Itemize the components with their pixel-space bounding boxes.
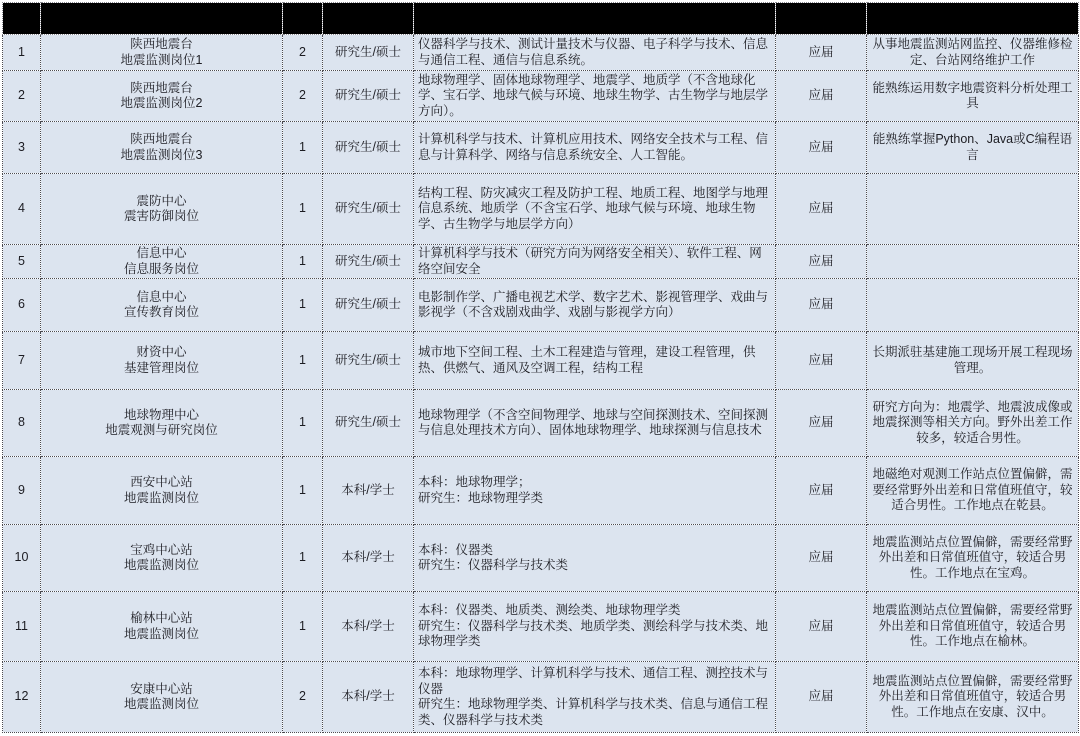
table-row [3, 122, 1079, 174]
unit-name: 陕西地震台 [130, 80, 193, 95]
table-row [3, 390, 1079, 457]
degree-cell: 研究生/硕士 [323, 390, 414, 457]
table-row [3, 525, 1079, 592]
unit-name: 信息中心 [136, 246, 187, 260]
position-cell [41, 457, 283, 525]
degree-cell: 研究生/硕士 [323, 279, 414, 332]
row-number-cell: 6 [3, 279, 41, 332]
unit-name: 宝鸡中心站 [130, 542, 193, 557]
position-cell [41, 279, 283, 332]
majors-cell: 本科：地球物理学、计算机科学与技术、通信工程、测控技术与仪器 研究生：地球物理学类、计算机科学与技术类、信息与通信工程类、仪器科学与技术类 [414, 662, 776, 733]
unit-name: 西安中心站 [130, 475, 193, 489]
row-number-cell: 4 [3, 174, 41, 245]
post-name: 宣传教育岗位 [123, 305, 199, 319]
post-name: 地震观测与研究岗位 [105, 423, 218, 437]
candidate-type-cell: 应届 [776, 279, 867, 332]
remark-cell [867, 174, 1079, 245]
header-cell-redacted-majors [414, 3, 776, 35]
row-number-cell: 10 [3, 525, 41, 592]
row-number-cell: 12 [3, 662, 41, 733]
candidate-type-cell: 应届 [776, 592, 867, 662]
majors-cell: 地球物理学、固体地球物理学、地震学、地质学（不含地球化学、宝石学、地球气候与环境、地球生物学、古生物学与地层学方向）。 [414, 71, 776, 122]
headcount-cell: 1 [283, 332, 323, 390]
remark-cell [867, 279, 1079, 332]
degree-cell: 研究生/硕士 [323, 332, 414, 390]
row-number-cell: 11 [3, 592, 41, 662]
unit-name: 信息中心 [136, 289, 187, 304]
degree-cell: 研究生/硕士 [323, 245, 414, 279]
candidate-type-cell: 应届 [776, 245, 867, 279]
headcount-cell: 1 [283, 525, 323, 592]
majors-cell: 地球物理学（不含空间物理学、地球与空间探测技术、空间探测与信息处理技术方向）、固体地球物理学、地球探测与信息技术 [414, 390, 776, 457]
table-row [3, 592, 1079, 662]
row-number-cell: 5 [3, 245, 41, 279]
degree-cell: 本科/学士 [323, 525, 414, 592]
table-row [3, 332, 1079, 390]
unit-name: 陕西地震台 [130, 37, 193, 51]
row-number-cell: 7 [3, 332, 41, 390]
position-cell [41, 525, 283, 592]
table-row [3, 174, 1079, 245]
post-name: 地震监测岗位2 [120, 96, 203, 110]
degree-cell: 研究生/硕士 [323, 174, 414, 245]
unit-name: 陕西地震台 [130, 132, 193, 146]
candidate-type-cell: 应届 [776, 525, 867, 592]
candidate-type-cell: 应届 [776, 122, 867, 174]
post-name: 信息服务岗位 [123, 261, 199, 276]
unit-name: 震防中心 [136, 193, 187, 208]
headcount-cell: 1 [283, 122, 323, 174]
headcount-cell: 2 [283, 71, 323, 122]
candidate-type-cell: 应届 [776, 35, 867, 71]
headcount-cell: 2 [283, 35, 323, 71]
remark-cell: 地震监测站点位置偏僻，需要经常野外出差和日常值班值守，较适合男性。工作地点在宝鸡。 [867, 525, 1079, 592]
table-header [3, 3, 1079, 35]
recruitment-positions-table [2, 2, 1079, 733]
majors-cell: 本科：地球物理学； 研究生：地球物理学类 [414, 457, 776, 525]
header-cell-redacted-position [41, 3, 283, 35]
degree-cell: 本科/学士 [323, 662, 414, 733]
header-cell-redacted-degree [323, 3, 414, 35]
post-name: 地震监测岗位 [123, 490, 199, 505]
table-row [3, 245, 1079, 279]
post-name: 地震监测岗位 [123, 558, 199, 572]
unit-name: 安康中心站 [130, 681, 193, 696]
table-header-row [3, 3, 1079, 35]
table-row [3, 71, 1079, 122]
table-row [3, 35, 1079, 71]
header-cell-redacted-count [283, 3, 323, 35]
unit-name: 地球物理中心 [123, 407, 199, 422]
position-cell [41, 245, 283, 279]
header-cell-redacted-type [776, 3, 867, 35]
majors-cell: 仪器科学与技术、测试计量技术与仪器、电子科学与技术、信息与通信工程、通信与信息系统。 [414, 35, 776, 71]
post-name: 震害防御岗位 [123, 209, 199, 223]
table-row [3, 279, 1079, 332]
row-number-cell: 2 [3, 71, 41, 122]
headcount-cell: 1 [283, 592, 323, 662]
candidate-type-cell: 应届 [776, 332, 867, 390]
post-name: 地震监测岗位 [123, 697, 199, 711]
remark-cell: 地震监测站点位置偏僻，需要经常野外出差和日常值班值守，较适合男性。工作地点在榆林。 [867, 592, 1079, 662]
table-row [3, 457, 1079, 525]
headcount-cell: 1 [283, 390, 323, 457]
remark-cell: 能熟练运用数字地震资料分析处理工具 [867, 71, 1079, 122]
candidate-type-cell: 应届 [776, 71, 867, 122]
position-cell [41, 174, 283, 245]
header-cell-redacted-remark [867, 3, 1079, 35]
unit-name: 榆林中心站 [130, 611, 193, 625]
candidate-type-cell: 应届 [776, 662, 867, 733]
majors-cell: 本科：仪器类、地质类、测绘类、地球物理学类 研究生：仪器科学与技术类、地质学类、测绘科学与技术类、地球物理学类 [414, 592, 776, 662]
degree-cell: 研究生/硕士 [323, 35, 414, 71]
headcount-cell: 1 [283, 245, 323, 279]
degree-cell: 本科/学士 [323, 592, 414, 662]
position-cell [41, 35, 283, 71]
remark-cell: 地震监测站点位置偏僻，需要经常野外出差和日常值班值守，较适合男性。工作地点在安康、汉中。 [867, 662, 1079, 733]
post-name: 基建管理岗位 [123, 360, 199, 375]
post-name: 地震监测岗位1 [120, 52, 203, 67]
headcount-cell: 1 [283, 174, 323, 245]
position-cell [41, 122, 283, 174]
position-cell [41, 390, 283, 457]
majors-cell: 计算机科学与技术（研究方向为网络安全相关）、软件工程、网络空间安全 [414, 245, 776, 279]
position-cell [41, 332, 283, 390]
position-cell [41, 592, 283, 662]
degree-cell: 研究生/硕士 [323, 71, 414, 122]
remark-cell [867, 245, 1079, 279]
position-cell [41, 71, 283, 122]
row-number-cell: 8 [3, 390, 41, 457]
table-row [3, 662, 1079, 733]
row-number-cell: 3 [3, 122, 41, 174]
post-name: 地震监测岗位3 [120, 147, 203, 162]
remark-cell: 长期派驻基建施工现场开展工程现场管理。 [867, 332, 1079, 390]
candidate-type-cell: 应届 [776, 174, 867, 245]
headcount-cell: 2 [283, 662, 323, 733]
headcount-cell: 1 [283, 279, 323, 332]
remark-cell: 从事地震监测站网监控、仪器维修检定、台站网络维护工作 [867, 35, 1079, 71]
candidate-type-cell: 应届 [776, 390, 867, 457]
majors-cell: 电影制作学、广播电视艺术学、数字艺术、影视管理学、戏曲与影视学（不含戏剧戏曲学、戏剧与影视学方向） [414, 279, 776, 332]
remark-cell: 研究方向为：地震学、地震波成像或地震探测等相关方向。野外出差工作较多，较适合男性。 [867, 390, 1079, 457]
remark-cell: 能熟练掌握Python、Java或C编程语言 [867, 122, 1079, 174]
headcount-cell: 1 [283, 457, 323, 525]
header-cell-redacted-index [3, 3, 41, 35]
remark-cell: 地磁绝对观测工作站点位置偏僻，需要经常野外出差和日常值班值守，较适合男性。工作地点在乾县。 [867, 457, 1079, 525]
row-number-cell: 9 [3, 457, 41, 525]
row-number-cell: 1 [3, 35, 41, 71]
position-cell [41, 662, 283, 733]
degree-cell: 研究生/硕士 [323, 122, 414, 174]
unit-name: 财资中心 [136, 345, 187, 359]
table-body [3, 35, 1079, 733]
degree-cell: 本科/学士 [323, 457, 414, 525]
majors-cell: 本科：仪器类 研究生：仪器科学与技术类 [414, 525, 776, 592]
majors-cell: 计算机科学与技术、计算机应用技术、网络安全技术与工程、信息与计算科学、网络与信息系统安全、人工智能。 [414, 122, 776, 174]
majors-cell: 结构工程、防灾减灾工程及防护工程、地质工程、地图学与地理信息系统、地质学（不含宝石学、地球气候与环境、地球生物学、古生物学与地层学方向） [414, 174, 776, 245]
candidate-type-cell: 应届 [776, 457, 867, 525]
post-name: 地震监测岗位 [123, 626, 199, 641]
majors-cell: 城市地下空间工程、土木工程建造与管理，建设工程管理，供热、供燃气、通风及空调工程，结构工程 [414, 332, 776, 390]
